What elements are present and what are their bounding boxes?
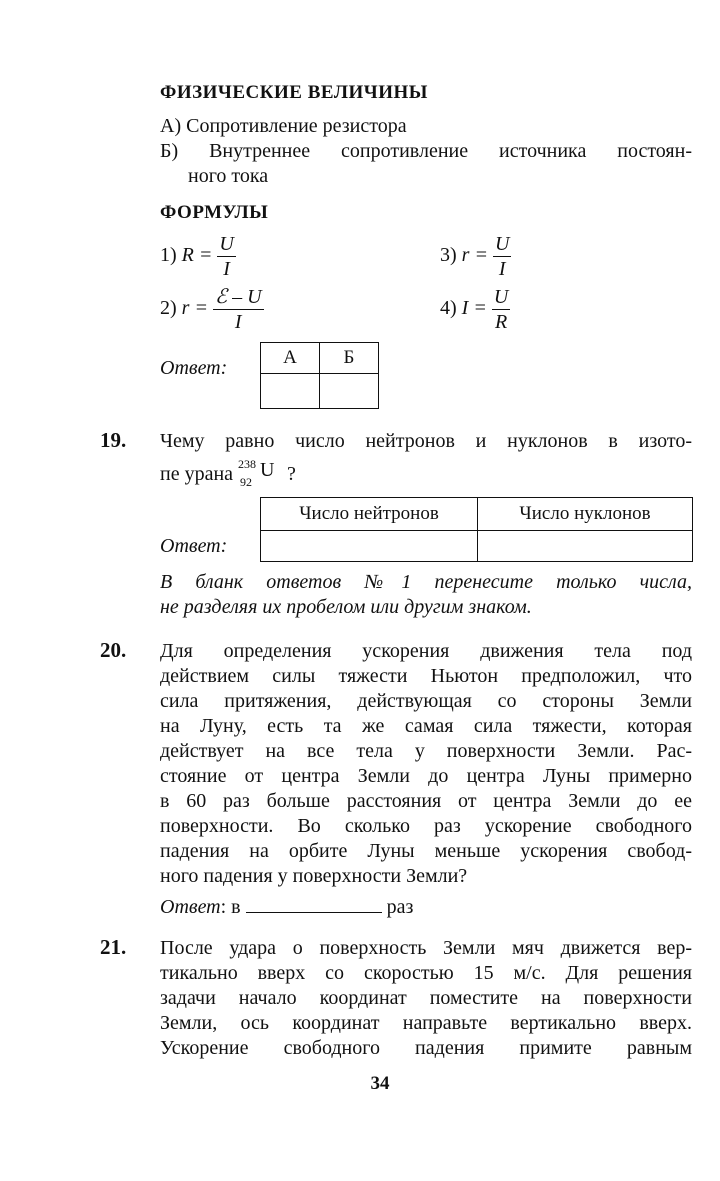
quantities-header: ФИЗИЧЕСКИЕ ВЕЛИЧИНЫ <box>160 82 428 103</box>
question-20-line-7: в 60 раз больше расстояния от центра Земли до ее <box>160 790 692 812</box>
answer-blank-20[interactable] <box>246 894 382 913</box>
answer-cell-18-a[interactable] <box>261 374 320 409</box>
question-20-line-5: действует на все тела у поверхности Земли. Рас- <box>160 740 692 762</box>
quantity-b-line1: Б) Внутреннее сопротивление источника постоян- <box>160 140 692 162</box>
formulas-header: ФОРМУЛЫ <box>160 202 269 223</box>
formula-1-index: 1) <box>160 244 177 267</box>
question-20-line-10: ного падения у поверхности Земли? <box>160 865 468 887</box>
question-20-line-8: поверхности. Во сколько раз ускорение свободного <box>160 815 692 837</box>
page-number: 34 <box>370 1073 390 1094</box>
question-21-number: 21. <box>100 935 127 959</box>
formula-1-numerator: U <box>219 233 234 255</box>
question-20-answer <box>160 894 413 920</box>
question-20-line-4: на Луну, есть та же самая сила тяжести, которая <box>160 715 692 737</box>
isotope-atomic-number: 92 <box>240 475 253 489</box>
formula-3-lhs: r = <box>461 244 488 267</box>
question-20-number: 20. <box>100 638 127 662</box>
answer-suffix-20: раз <box>386 896 414 918</box>
formula-1-fraction <box>217 232 235 281</box>
formula-3-fraction <box>493 232 511 281</box>
formula-3-index: 3) <box>440 244 457 267</box>
formula-2-fraction <box>213 285 264 334</box>
answer-cell-18-b[interactable] <box>320 374 379 409</box>
answer-table-18-header-b: Б <box>320 343 379 374</box>
formula-3 <box>440 232 511 281</box>
question-19-number: 19. <box>100 428 127 452</box>
question-20-line-1: Для определения ускорения движения тела под <box>160 640 692 662</box>
answer-label-18: Ответ: <box>160 357 228 379</box>
formula-4-fraction <box>492 285 510 334</box>
question-19-note-line2: не разделяя их пробелом или другим знаком. <box>160 596 532 618</box>
question-20-line-9: падения на орбите Луны меньше ускорения свобод- <box>160 840 692 862</box>
formula-3-denominator: I <box>498 258 506 280</box>
formula-1-denominator: I <box>223 258 230 280</box>
answer-table-19-header-nucleons: Число нуклонов <box>478 498 693 531</box>
formula-2-denominator: I <box>234 311 242 333</box>
answer-label-19: Ответ: <box>160 535 228 557</box>
question-21-line-2: тикально вверх со скоростью 15 м/с. Для решения <box>160 962 692 984</box>
question-20-line-6: стояние от центра Земли до центра Луны примерно <box>160 765 692 787</box>
question-19-note-line1: В бланк ответов №1 перенесите только числа, <box>160 571 692 593</box>
answer-table-19 <box>260 497 693 562</box>
formula-4-denominator: R <box>494 311 508 333</box>
question-21-line-3: задачи начало координат поместите на поверхности <box>160 987 692 1009</box>
formula-2-lhs: r = <box>181 297 208 320</box>
answer-cell-19-neutrons[interactable] <box>261 531 478 562</box>
isotope-mass-number: 238 <box>238 457 257 471</box>
question-21-line-4: Земли, ось координат направьте вертикально вверх. <box>160 1012 692 1034</box>
formula-1 <box>160 232 236 281</box>
question-19-line2 <box>160 458 296 487</box>
question-19-mark: ? <box>287 463 296 485</box>
isotope-symbol: U <box>260 459 275 481</box>
question-19-line1: Чему равно число нейтронов и нуклонов в изото- <box>160 430 692 452</box>
formula-2-numerator: ℰ – U <box>214 286 262 308</box>
formula-4-lhs: I = <box>461 297 487 320</box>
formula-1-lhs: R = <box>181 244 213 267</box>
answer-table-18 <box>260 342 379 409</box>
answer-cell-19-nucleons[interactable] <box>478 531 693 562</box>
question-21-line-1: После удара о поверхность Земли мяч движется вер- <box>160 937 692 959</box>
answer-prefix-20: : в <box>220 896 241 918</box>
formula-2-index: 2) <box>160 297 177 320</box>
question-20-line-3: сила притяжения, действующая со стороны Земли <box>160 690 692 712</box>
uranium-isotope <box>238 457 282 489</box>
question-21-line-5: Ускорение свободного падения примите равным <box>160 1037 692 1059</box>
formula-2 <box>160 285 264 334</box>
formula-3-numerator: U <box>494 233 510 255</box>
quantity-b-line2: ного тока <box>188 165 269 187</box>
formula-4 <box>440 285 510 334</box>
question-20-line-2: действием силы тяжести Ньютон предположил, что <box>160 665 692 687</box>
answer-table-18-header-a: А <box>261 343 320 374</box>
answer-table-19-header-neutrons: Число нейтронов <box>261 498 478 531</box>
formula-4-numerator: U <box>493 286 509 308</box>
answer-label-20: Ответ <box>160 896 221 918</box>
question-19-prefix: пе урана <box>160 463 234 485</box>
quantity-a: А) Сопротивление резистора <box>160 115 407 137</box>
formula-4-index: 4) <box>440 297 457 320</box>
